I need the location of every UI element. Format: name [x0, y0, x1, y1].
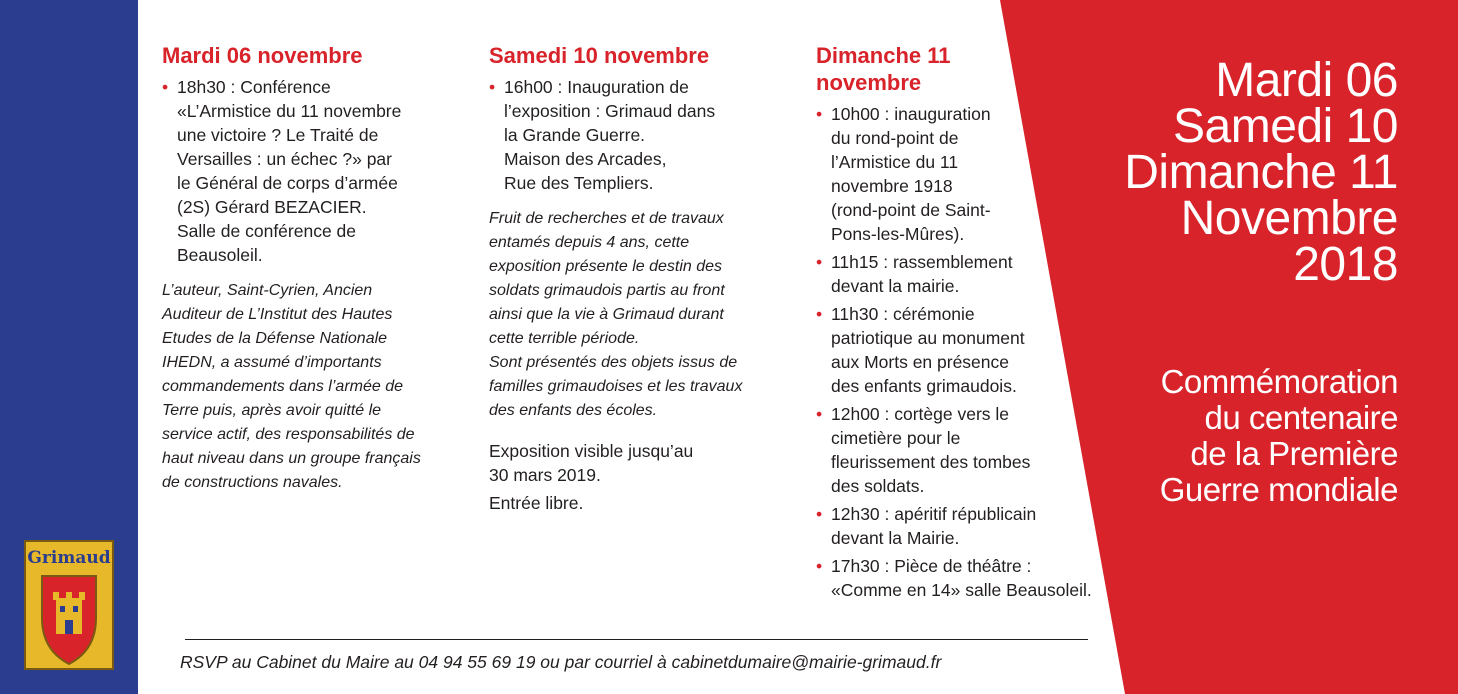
bullets-mardi: [162, 75, 462, 267]
column-mardi: [162, 42, 462, 495]
event-item: • 11h30 : cérémonie patriotique au monument aux Morts en présence des enfants grimaudois.: [816, 302, 1116, 398]
event-item: • 12h00 : cortège vers le cimetière pour le fleurissement des tombes des soldats.: [816, 402, 1116, 498]
exhibition-info: Exposition visible jusqu’au 30 mars 2019. Entrée libre.: [489, 441, 694, 513]
heading-dimanche: Dimanche 11 novembre: [816, 43, 951, 95]
grimaud-crest: [24, 540, 114, 670]
author-bio: L’auteur, Saint-Cyrien, Ancien Auditeur de L’Institut des Hautes Etudes de la Défense Nationale IHEDN, a assumé d’importants commandements dans l’armée de Terre puis, après avoir quitté le service actif, des responsabilités de haut niveau dans un groupe français de constructions navales.: [162, 282, 421, 491]
column-dimanche: [816, 42, 1116, 606]
event-dates: Mardi 06 Samedi 10 Dimanche 11 Novembre 2018: [1124, 54, 1398, 291]
heading-mardi: Mardi 06 novembre: [162, 43, 363, 68]
event-item: • 12h30 : apéritif républicain devant la Mairie.: [816, 502, 1116, 550]
event-item: • 10h00 : inauguration du rond-point de l’Armistice du 11 novembre 1918 (rond-point de Saint- Pons-les-Mûres).: [816, 102, 1116, 246]
rsvp-footer: RSVP au Cabinet du Maire au 04 94 55 69 19 ou par courriel à cabinetdumaire@mairie-grimaud.fr: [180, 652, 942, 672]
commemoration-title: Commémoration du centenaire de la Première Guerre mondiale: [1159, 363, 1398, 508]
exhibition-description: Fruit de recherches et de travaux entamés depuis 4 ans, cette exposition présente le destin des soldats grimaudois partis au front ainsi que la vie à Grimaud durant cette terrible période. Sont présentés des objets issus de familles grimaudoises et les travaux des enfants des écoles.: [489, 210, 743, 419]
crest-label: Grimaud: [27, 548, 111, 568]
event-item: • 17h30 : Pièce de théâtre : «Comme en 14» salle Beausoleil.: [816, 554, 1116, 602]
footer-divider: [185, 639, 1088, 640]
event-item: • 18h30 : Conférence «L’Armistice du 11 novembre une victoire ? Le Traité de Versailles : un échec ?» par le Général de corps d’armée (2S) Gérard BEZACIER. Salle de conférence de Beausoleil.: [162, 75, 462, 267]
event-item: • 16h00 : Inauguration de l’exposition : Grimaud dans la Grande Guerre. Maison des Arcades, Rue des Templiers.: [489, 75, 789, 195]
castle-shield-icon: [26, 568, 112, 668]
bullets-dimanche: [816, 102, 1116, 602]
heading-samedi: Samedi 10 novembre: [489, 43, 710, 68]
bullets-samedi: [489, 75, 789, 195]
column-samedi: [489, 42, 789, 515]
event-item: • 11h15 : rassemblement devant la mairie.: [816, 250, 1116, 298]
